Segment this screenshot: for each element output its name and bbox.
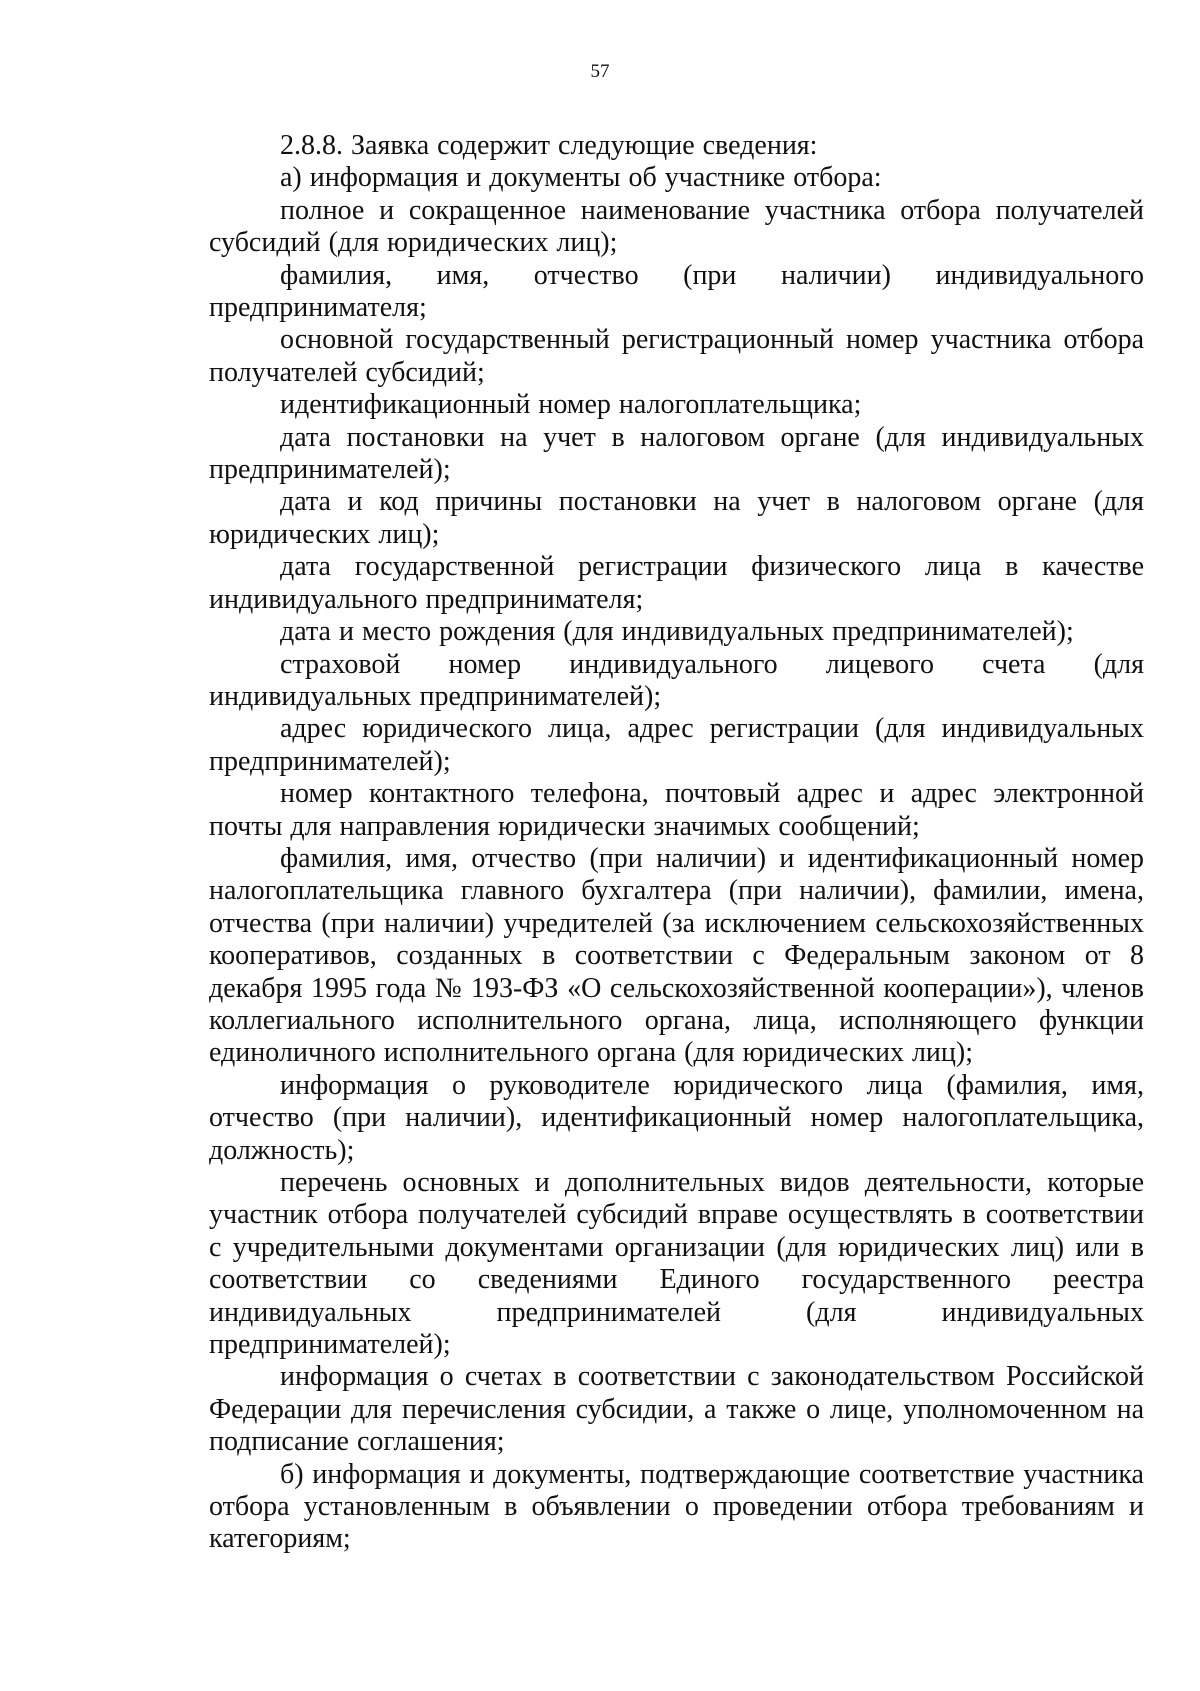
paragraph-bank-accounts: информация о счетах в соответствии с законодательством Российской Федерации для перечисления субсидии, а также о лице, уполномоченном на подписание соглашения; [209, 1361, 1144, 1458]
paragraph-item-b: б) информация и документы, подтверждающие соответствие участника отбора установленным в объявлении о проведении отбора требованиям и категориям; [209, 1458, 1144, 1555]
paragraph-inn: идентификационный номер налогоплательщика; [280, 389, 862, 421]
document-body [209, 130, 1144, 1556]
paragraph-accountant-founders: фамилия, имя, отчество (при наличии) и идентификационный номер налогоплательщика главного бухгалтера (при наличии), фамилии, имена, отчества (при наличии) учредителей (за исключением сельскохозяйственных кооперативов, созданных в соответствии с Федеральным законом от 8 декабря 1995 года № 193-ФЗ «О сельскохозяйственной кооперации»), членов коллегиального исполнительного органа, лица, исполняющего функции единоличного исполнительного органа (для юридических лиц); [209, 842, 1144, 1069]
paragraph-full-name: полное и сокращенное наименование участника отбора получателей субсидий (для юридических лиц); [209, 194, 1144, 259]
paragraph-fio: фамилия, имя, отчество (при наличии) индивидуального предпринимателя; [209, 259, 1144, 324]
paragraph-state-registration-date: дата государственной регистрации физического лица в качестве индивидуального предпринимателя; [209, 551, 1144, 615]
paragraph-ogrn: основной государственный регистрационный номер участника отбора получателей субсидий; [209, 324, 1144, 388]
paragraph-head-info: информация о руководителе юридического лица (фамилия, имя, отчество (при наличии), идентификационный номер налогоплательщика, должность); [209, 1069, 1144, 1166]
paragraph-item-a: а) информация и документы об участнике отбора: [280, 162, 882, 194]
paragraph-activities: перечень основных и дополнительных видов деятельности, которые участник отбора получателей субсидий вправе осуществлять в соответствии с учредительными документами организации (для юридических лиц) или в соответствии со сведениями Единого государственного реестра индивидуальных предпринимателей (для индивидуальных предпринимателей); [209, 1167, 1144, 1361]
paragraph-birth-date-place: дата и место рождения (для индивидуальных предпринимателей); [280, 616, 1074, 648]
paragraph-address: адрес юридического лица, адрес регистрации (для индивидуальных предпринимателей); [209, 713, 1144, 777]
paragraph-contacts: номер контактного телефона, почтовый адрес и адрес электронной почты для направления юридически значимых сообщений; [209, 778, 1144, 842]
page-number: 57 [590, 61, 610, 82]
paragraph-tax-registration-date: дата постановки на учет в налоговом органе (для индивидуальных предпринимателей); [209, 421, 1144, 486]
paragraph-kpp: дата и код причины постановки на учет в налоговом органе (для юридических лиц); [209, 486, 1144, 550]
paragraph-snils: страховой номер индивидуального лицевого счета (для индивидуальных предпринимателей); [209, 648, 1144, 712]
paragraph-2-8-8: 2.8.8. Заявка содержит следующие сведения: [280, 130, 818, 161]
